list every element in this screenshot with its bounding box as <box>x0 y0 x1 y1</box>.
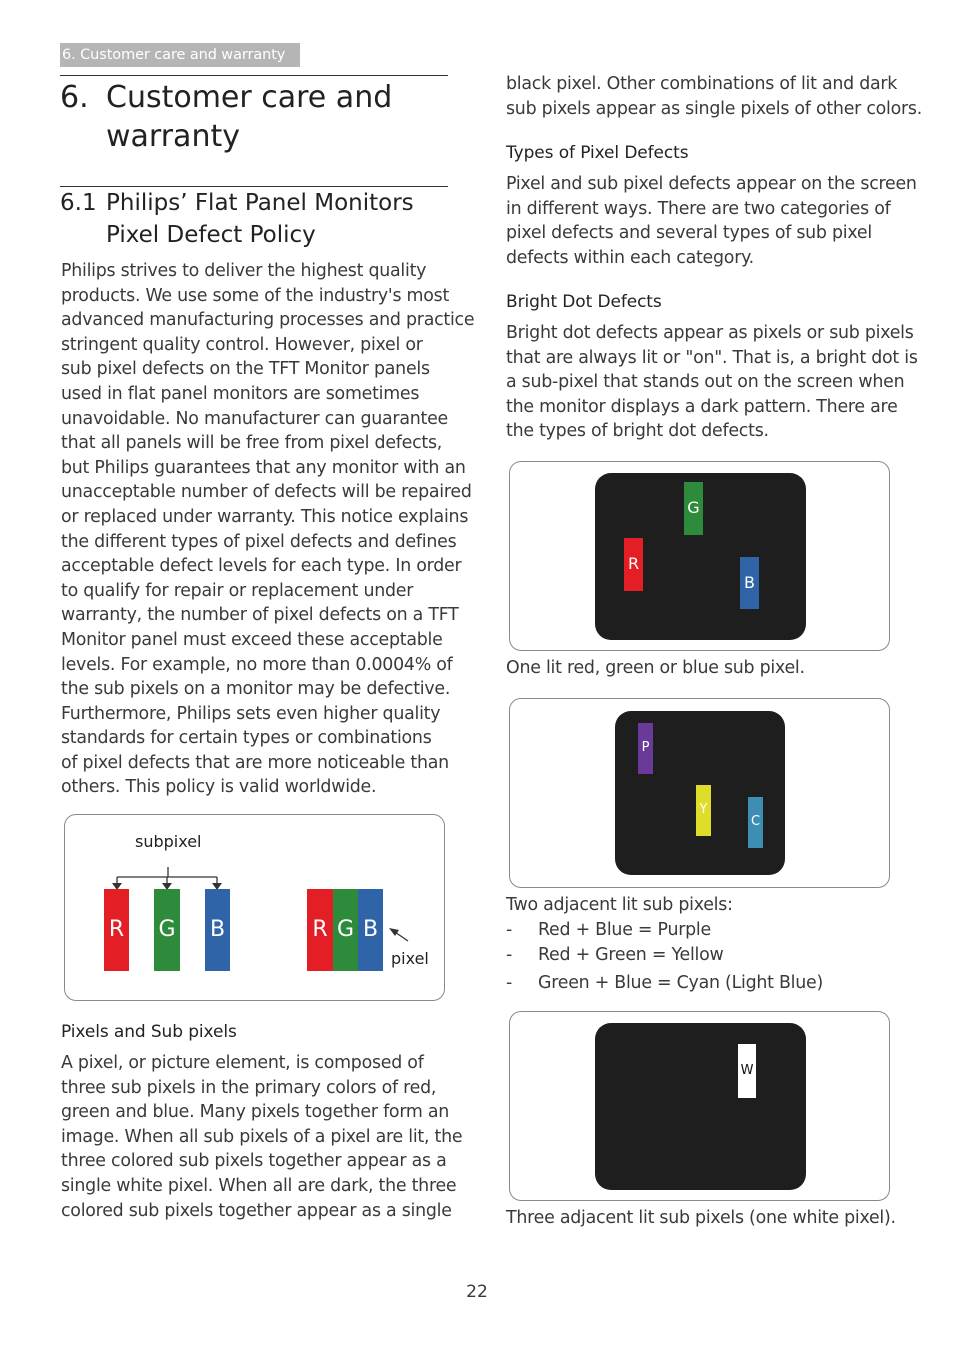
text-line: to qualify for repair or replacement under <box>61 580 414 601</box>
text-line: sub pixels appear as single pixels of other colors. <box>506 98 922 119</box>
purple-subpixel: P <box>638 723 653 774</box>
chapter-title-text: Customer care and warranty <box>106 80 393 154</box>
text-line: but Philips guarantees that any monitor with an <box>61 457 466 478</box>
text-line: warranty, the number of pixel defects on a TFT <box>61 605 459 626</box>
text-line: levels. For example, no more than 0.0004% of <box>61 654 453 675</box>
single-subpixel-figure <box>509 461 890 651</box>
text-line: the types of bright dot defects. <box>506 421 769 442</box>
list-text: Red + Green = Yellow <box>538 945 724 965</box>
title-rule <box>60 75 448 76</box>
chapter-number: 6. <box>60 80 89 115</box>
text-line: sub pixel defects on the TFT Monitor panels <box>61 359 430 380</box>
pixel-green: G <box>333 889 358 971</box>
text-line: unavoidable. No manufacturer can guarantee <box>61 408 448 429</box>
text-line: of pixel defects that are more noticeable than <box>61 752 449 773</box>
intro-paragraph <box>61 259 475 800</box>
pixel-diagram <box>64 814 445 1001</box>
lit-green-subpixel: G <box>684 482 703 535</box>
pixel-blue: B <box>358 889 383 971</box>
text-line: black pixel. Other combinations of lit and dark <box>506 74 898 94</box>
list-dash: - <box>506 920 513 940</box>
dark-screen <box>595 1023 806 1190</box>
subpixel-green: G <box>154 889 180 971</box>
text-line: or replaced under warranty. This notice explains <box>61 506 469 527</box>
text-line: products. We use some of the industry's most <box>61 285 450 306</box>
subpixel-red: R <box>104 889 129 971</box>
list-dash: - <box>506 973 513 993</box>
types-paragraph <box>506 172 917 270</box>
text-line: used in flat panel monitors are sometimes <box>61 383 420 404</box>
text-line: in different ways. There are two categories of <box>506 198 891 219</box>
lit-blue-subpixel: B <box>740 557 759 609</box>
text-line: A pixel, or picture element, is composed of <box>61 1053 424 1073</box>
pixel-label: pixel <box>391 949 429 968</box>
dark-screen <box>615 711 785 875</box>
text-line: others. This policy is valid worldwide. <box>61 777 377 798</box>
figure4-caption: Three adjacent lit sub pixels (one white pixel). <box>506 1208 896 1228</box>
text-line: standards for certain types or combinations <box>61 728 432 749</box>
list-text: Green + Blue = Cyan (Light Blue) <box>538 973 824 993</box>
text-line: acceptable defect levels for each type. In order <box>61 556 462 577</box>
pixel-red: R <box>307 889 333 971</box>
text-line: advanced manufacturing processes and practice <box>61 310 475 331</box>
figure3-caption: Two adjacent lit sub pixels: <box>506 895 733 915</box>
section-number: 6.1 <box>60 190 97 216</box>
text-line: Monitor panel must exceed these acceptable <box>61 629 443 650</box>
figure2-caption: One lit red, green or blue sub pixel. <box>506 658 805 678</box>
text-line: the monitor displays a dark pattern. There are <box>506 396 898 417</box>
text-line: a sub-pixel that stands out on the screen when <box>506 372 905 393</box>
text-line: unacceptable number of defects will be repaired <box>61 482 472 503</box>
text-line: Bright dot defects appear as pixels or sub pixels <box>506 323 914 343</box>
dark-screen <box>595 473 806 640</box>
text-line: the different types of pixel defects and defines <box>61 531 457 552</box>
types-heading: Types of Pixel Defects <box>506 143 689 163</box>
text-line: three colored sub pixels together appear as a <box>61 1151 447 1172</box>
white-subpixel: W <box>738 1044 756 1098</box>
text-line: stringent quality control. However, pixel or <box>61 334 423 355</box>
text-line: green and blue. Many pixels together form an <box>61 1102 450 1123</box>
text-line: three sub pixels in the primary colors of red, <box>61 1077 437 1098</box>
section-title-text: Philips’ Flat Panel Monitors Pixel Defect Policy <box>106 190 414 248</box>
pixels-heading: Pixels and Sub pixels <box>61 1022 237 1042</box>
subpixel-label: subpixel <box>135 832 202 851</box>
list-dash: - <box>506 945 513 965</box>
continued-paragraph <box>506 72 922 121</box>
text-line: Philips strives to deliver the highest quality <box>61 261 427 281</box>
running-header: 6. Customer care and warranty <box>60 43 300 67</box>
text-line: the sub pixels on a monitor may be defective. <box>61 679 451 700</box>
two-subpixels-figure <box>509 698 890 888</box>
text-line: defects within each category. <box>506 247 754 268</box>
yellow-subpixel: Y <box>696 785 711 836</box>
text-line: Pixel and sub pixel defects appear on the screen <box>506 174 917 194</box>
lit-red-subpixel: R <box>624 538 643 591</box>
page-number: 22 <box>466 1282 488 1302</box>
text-line: single white pixel. When all are dark, the three <box>61 1175 457 1196</box>
list-text: Red + Blue = Purple <box>538 920 711 940</box>
cyan-subpixel: C <box>748 797 763 848</box>
pixels-paragraph <box>61 1051 463 1223</box>
bright-heading: Bright Dot Defects <box>506 292 662 312</box>
text-line: that are always lit or "on". That is, a bright dot is <box>506 347 918 368</box>
white-pixel-figure <box>509 1011 890 1201</box>
text-line: pixel defects and several types of sub pixel <box>506 223 872 244</box>
bright-paragraph <box>506 321 918 444</box>
text-line: that all panels will be free from pixel defects, <box>61 433 443 454</box>
text-line: colored sub pixels together appear as a single <box>61 1200 452 1221</box>
text-line: Furthermore, Philips sets even higher quality <box>61 703 441 724</box>
subpixel-blue: B <box>205 889 230 971</box>
text-line: image. When all sub pixels of a pixel are lit, the <box>61 1126 463 1147</box>
